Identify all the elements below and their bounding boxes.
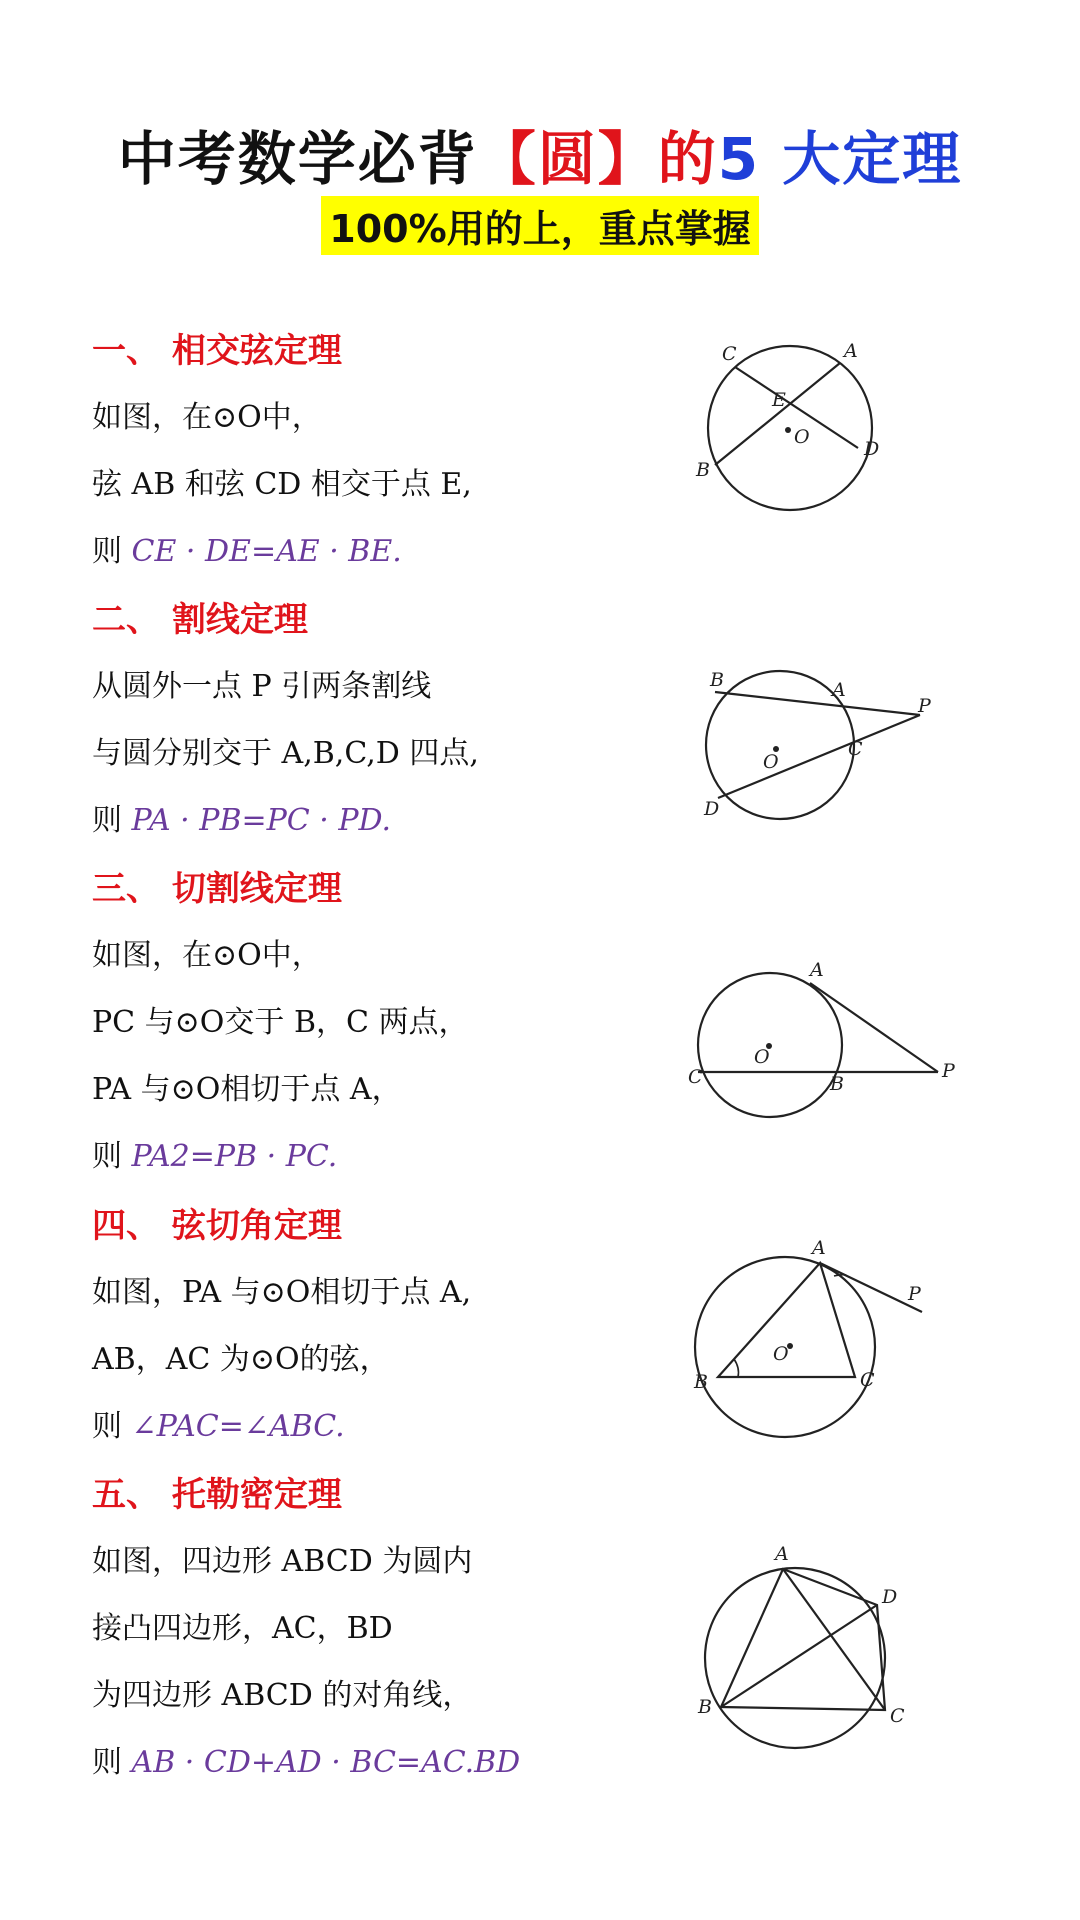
text-line: 为四边形 ABCD 的对角线， — [92, 1678, 473, 1713]
section-heading: 一、 相交弦定理 — [92, 331, 342, 371]
text-line: 接凸四边形，AC，BD — [92, 1611, 393, 1646]
then-word: 则 — [92, 803, 122, 838]
subtitle-highlight: 100%用的上，重点掌握 — [321, 196, 758, 255]
section-heading: 四、 弦切角定理 — [92, 1206, 342, 1246]
label-c: C — [722, 343, 737, 365]
theorem-formula: PA2=PB · PC. — [131, 1139, 338, 1174]
label-a: A — [832, 679, 846, 701]
text-line: 弦 AB 和弦 CD 相交于点 E, — [92, 467, 472, 502]
section-secant — [92, 587, 479, 854]
label-c: C — [890, 1705, 905, 1727]
label-b: B — [830, 1073, 844, 1095]
label-a: A — [775, 1543, 789, 1565]
section-tangent-secant — [92, 856, 468, 1190]
label-b: B — [696, 459, 710, 481]
label-b: B — [710, 669, 724, 691]
diagonal-ac — [783, 1569, 885, 1710]
tangent-pa — [820, 1263, 922, 1312]
label-o: O — [763, 751, 779, 773]
label-o: O — [773, 1343, 789, 1365]
label-p: P — [908, 1283, 921, 1305]
section-tangent-chord-angle — [92, 1193, 471, 1460]
text-line: PC 与⊙O交于 B，C 两点， — [92, 1005, 469, 1040]
figure-intersecting-chords — [680, 330, 910, 530]
figure-tangent-chord-angle — [680, 1230, 940, 1440]
label-d: D — [864, 438, 880, 460]
conclusion-line — [92, 1123, 468, 1190]
secant-pb — [715, 692, 920, 715]
theorem-formula: PA · PB=PC · PD. — [131, 803, 392, 838]
section-ptolemy — [92, 1462, 520, 1796]
label-b: B — [698, 1696, 712, 1718]
figure-ptolemy — [680, 1535, 920, 1760]
secant-pd — [718, 715, 920, 798]
text-line: 与圆分别交于 A,B,C,D 四点, — [92, 736, 479, 771]
text-line: PA 与⊙O相切于点 A， — [92, 1072, 402, 1107]
label-c: C — [688, 1066, 703, 1088]
theorem-formula: ∠PAC=∠ABC. — [131, 1409, 345, 1444]
label-a: A — [812, 1237, 826, 1259]
angle-abc-mark — [734, 1359, 739, 1377]
label-a: A — [844, 340, 858, 362]
label-d: D — [704, 798, 720, 820]
text-line: 如图，四边形 ABCD 为圆内 — [92, 1544, 473, 1579]
conclusion-line — [92, 787, 479, 854]
label-c: C — [848, 738, 863, 760]
theorem-formula: CE · DE=AE · BE. — [131, 534, 402, 569]
then-word: 则 — [92, 1139, 122, 1174]
section-intersecting-chords — [92, 318, 472, 585]
theorem-formula: AB · CD+AD · BC=AC.BD — [131, 1745, 521, 1780]
label-p: P — [918, 695, 931, 717]
label-o: O — [794, 426, 810, 448]
conclusion-line — [92, 1393, 471, 1460]
text-line: 如图，在⊙O中， — [92, 938, 322, 973]
subtitle-container — [0, 196, 1080, 255]
label-o: O — [754, 1046, 770, 1068]
chord-ab — [715, 363, 840, 465]
label-b: B — [694, 1371, 708, 1393]
text-line: 如图，PA 与⊙O相切于点 A, — [92, 1275, 472, 1310]
figure-tangent-secant — [680, 955, 960, 1130]
section-heading: 三、 切割线定理 — [92, 869, 342, 909]
page-title — [0, 112, 1080, 196]
then-word: 则 — [92, 1409, 122, 1444]
then-word: 则 — [92, 1745, 122, 1780]
quadrilateral-abcd — [721, 1569, 885, 1710]
then-word: 则 — [92, 534, 122, 569]
label-p: P — [942, 1060, 955, 1082]
section-heading: 五、 托勒密定理 — [92, 1475, 342, 1515]
tangent-pa — [810, 983, 938, 1072]
conclusion-line — [92, 1729, 520, 1796]
text-line: AB，AC 为⊙O的弦， — [92, 1342, 390, 1377]
text-line: 如图，在⊙O中， — [92, 400, 322, 435]
label-e: E — [772, 389, 786, 411]
title-part-black: 中考数学必背 — [117, 125, 478, 193]
conclusion-line — [92, 518, 472, 585]
section-heading: 二、 割线定理 — [92, 600, 308, 640]
text-line: 从圆外一点 P 引两条割线 — [92, 669, 432, 704]
center-dot — [785, 427, 791, 433]
title-part-red: 【圆】的 — [477, 125, 718, 193]
label-a: A — [810, 959, 824, 981]
label-c: C — [860, 1369, 875, 1391]
title-part-blue: 5 大定理 — [717, 125, 963, 193]
figure-secant — [680, 660, 950, 830]
label-d: D — [882, 1586, 898, 1608]
